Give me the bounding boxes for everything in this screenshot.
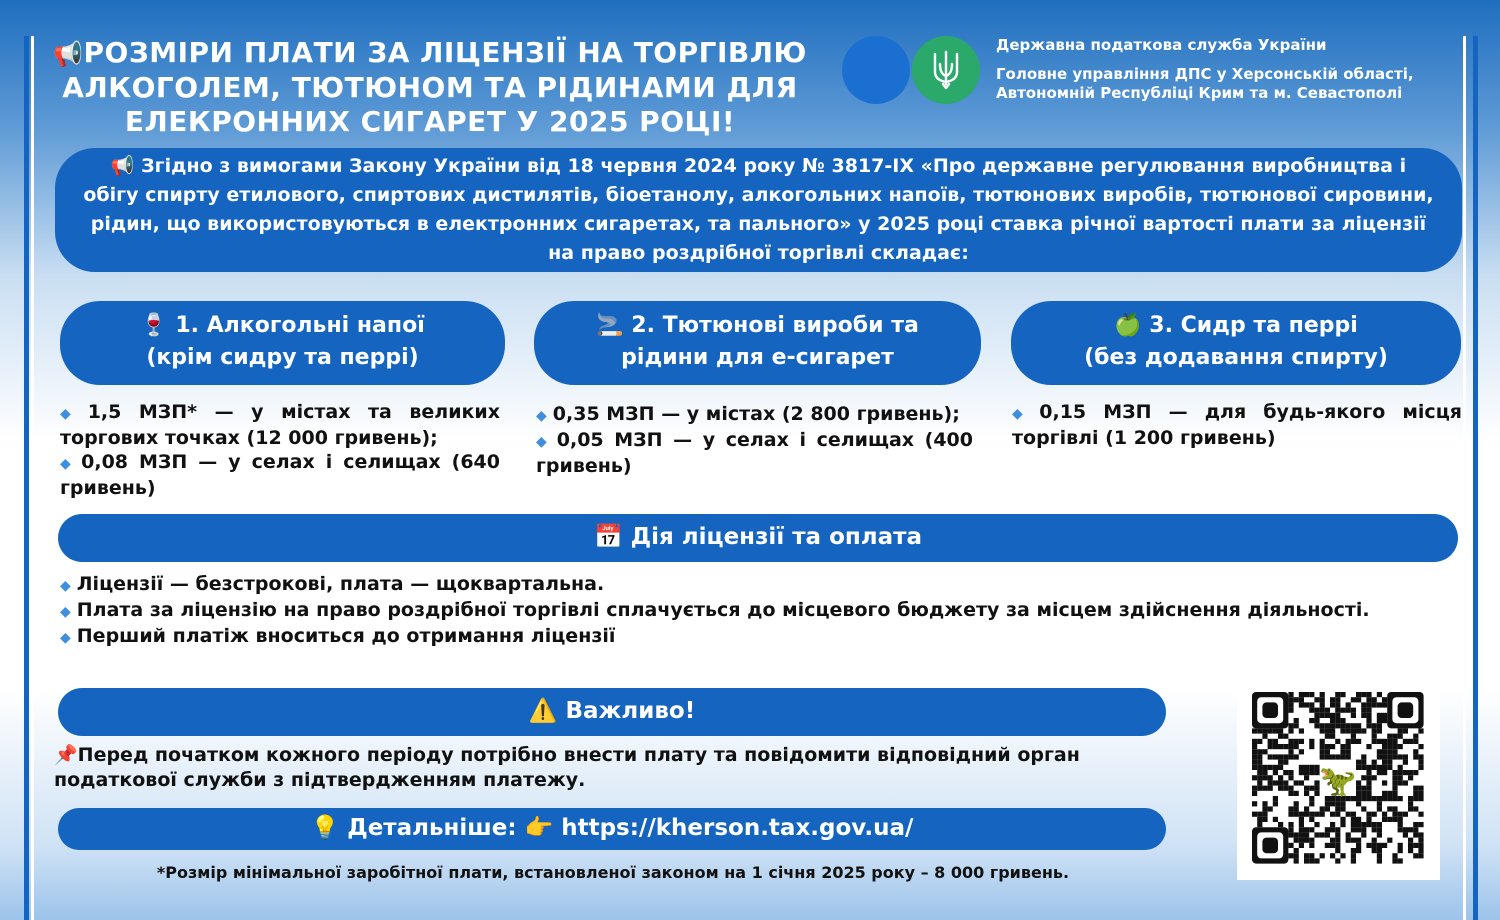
pushpin-icon: 📌	[54, 744, 78, 766]
list-item: ◆ 0,35 МЗП — у містах (2 800 гривень);	[536, 403, 960, 425]
list-item: ◆ Плата за ліцензію на право роздрібної торгівлі сплачується до місцевого бюджету за місцем здійснення діяльності.	[60, 599, 1370, 621]
trident-emblem	[912, 36, 980, 104]
alcohol-rates-list	[60, 400, 500, 500]
list-item: ◆ Перший платіж вноситься до отримання ліцензії	[60, 625, 616, 647]
category-alcohol	[60, 301, 505, 385]
category-cider	[1011, 301, 1461, 385]
diamond-bullet-icon: ◆	[60, 630, 71, 646]
qr-finder-pattern	[1252, 827, 1288, 863]
diamond-bullet-icon: ◆	[1012, 406, 1034, 422]
diamond-bullet-icon: ◆	[536, 408, 547, 424]
law-intro-banner	[55, 148, 1462, 272]
qr-finder-pattern	[1387, 692, 1423, 728]
cider-rates-list	[1012, 400, 1462, 450]
licence-section-title: Дія ліцензії та оплата	[630, 524, 922, 550]
qr-code[interactable]	[1237, 676, 1440, 880]
footnote: *Розмір мінімальної заробітної плати, встановленої законом на 1 січня 2025 року – 8 000 гривень.	[156, 863, 1070, 882]
trident-icon	[932, 50, 960, 90]
right-border-stripe	[1473, 36, 1478, 920]
left-border-stripe	[24, 36, 29, 920]
diamond-bullet-icon: ◆	[60, 604, 71, 620]
diamond-bullet-icon: ◆	[536, 434, 551, 450]
qr-code-image	[1237, 676, 1440, 880]
cigarette-icon: 🚬	[596, 313, 624, 338]
important-section-header	[58, 688, 1166, 736]
diamond-bullet-icon: ◆	[60, 456, 76, 472]
warning-icon: ⚠️	[528, 698, 558, 724]
important-title: Важливо!	[565, 698, 696, 724]
category-title-line2: (без додавання спирту)	[1084, 345, 1388, 370]
dps-logo	[842, 36, 910, 104]
megaphone-icon: 📢	[110, 155, 135, 177]
dinosaur-icon: 🦖	[1319, 763, 1357, 799]
category-title-line1: 1. Алкогольні напої	[175, 313, 425, 338]
qr-finder-pattern	[1252, 692, 1288, 728]
diamond-bullet-icon: ◆	[60, 406, 82, 422]
more-info-banner	[58, 808, 1166, 850]
important-note-text: Перед початком кожного періоду потрібно внести плату та повідомити відповідний орган податкової служби з підтвердженням платежу.	[54, 744, 1080, 791]
more-info-label: Детальніше:	[347, 815, 517, 841]
category-title-line1: 3. Сидр та перрі	[1149, 313, 1358, 338]
wine-glass-icon: 🍷	[140, 313, 168, 338]
licence-section-header	[58, 514, 1458, 562]
important-note	[54, 743, 1164, 793]
list-item: ◆ Ліцензії — безстрокові, плата — щоквартальна.	[60, 573, 605, 595]
category-title-line2: (крім сидру та перрі)	[146, 345, 419, 370]
list-item: ◆ 1,5 МЗП* — у містах та великих торгових точках (12 000 гривень);	[60, 401, 500, 449]
licence-terms-list	[60, 572, 1453, 650]
calendar-icon: 📅	[594, 524, 623, 550]
law-intro-text: Згідно з вимогами Закону України від 18 червня 2024 року № 3817-IX «Про державне регулювання виробництва і обігу спирту етилового, спиртових дистилятів, біоетанолу, алкогольних напоїв, тютюнових виробів, тютюнової сировини, рідин, що використовуються в електронних сигаретах, та пального» у 2025 році ставка річної вартості плати за ліцензії на право роздрібної торгівлі складає:	[83, 155, 1434, 264]
website-link[interactable]: https://kherson.tax.gov.ua/	[561, 815, 914, 841]
diamond-bullet-icon: ◆	[60, 578, 71, 594]
category-title-line1: 2. Тютюнові вироби та	[631, 313, 919, 338]
org-name: Державна податкова служба України	[996, 36, 1327, 54]
organization-info	[996, 36, 1466, 103]
category-title-line2: рідини для е-сигарет	[621, 345, 894, 370]
list-item: ◆ 0,05 МЗП — у селах і селищах (400 гривень)	[536, 429, 973, 477]
pointing-hand-icon: 👉	[524, 815, 554, 841]
page-title-text: РОЗМІРИ ПЛАТИ ЗА ЛІЦЕНЗІЇ НА ТОРГІВЛЮ АЛКОГОЛЕМ, ТЮТЮНОМ ТА РІДИНАМИ ДЛЯ ЕЛЕКРОННИХ СИГАРЕТ У 2025 РОЦІ!	[62, 36, 807, 138]
category-tobacco	[534, 301, 981, 385]
tobacco-rates-list	[536, 402, 973, 478]
org-department: Головне управління ДПС у Херсонській області, Автономній Республіці Крим та м. Севастополі	[996, 65, 1414, 102]
list-item: ◆ 0,15 МЗП — для будь-якого місця торгівлі (1 200 гривень)	[1012, 401, 1462, 449]
megaphone-icon: 📢	[53, 40, 84, 68]
list-item: ◆ 0,08 МЗП — у селах і селищах (640 гривень)	[60, 451, 500, 499]
green-apple-icon: 🍏	[1114, 313, 1142, 338]
page-title	[40, 36, 820, 139]
light-bulb-icon: 💡	[310, 815, 340, 841]
